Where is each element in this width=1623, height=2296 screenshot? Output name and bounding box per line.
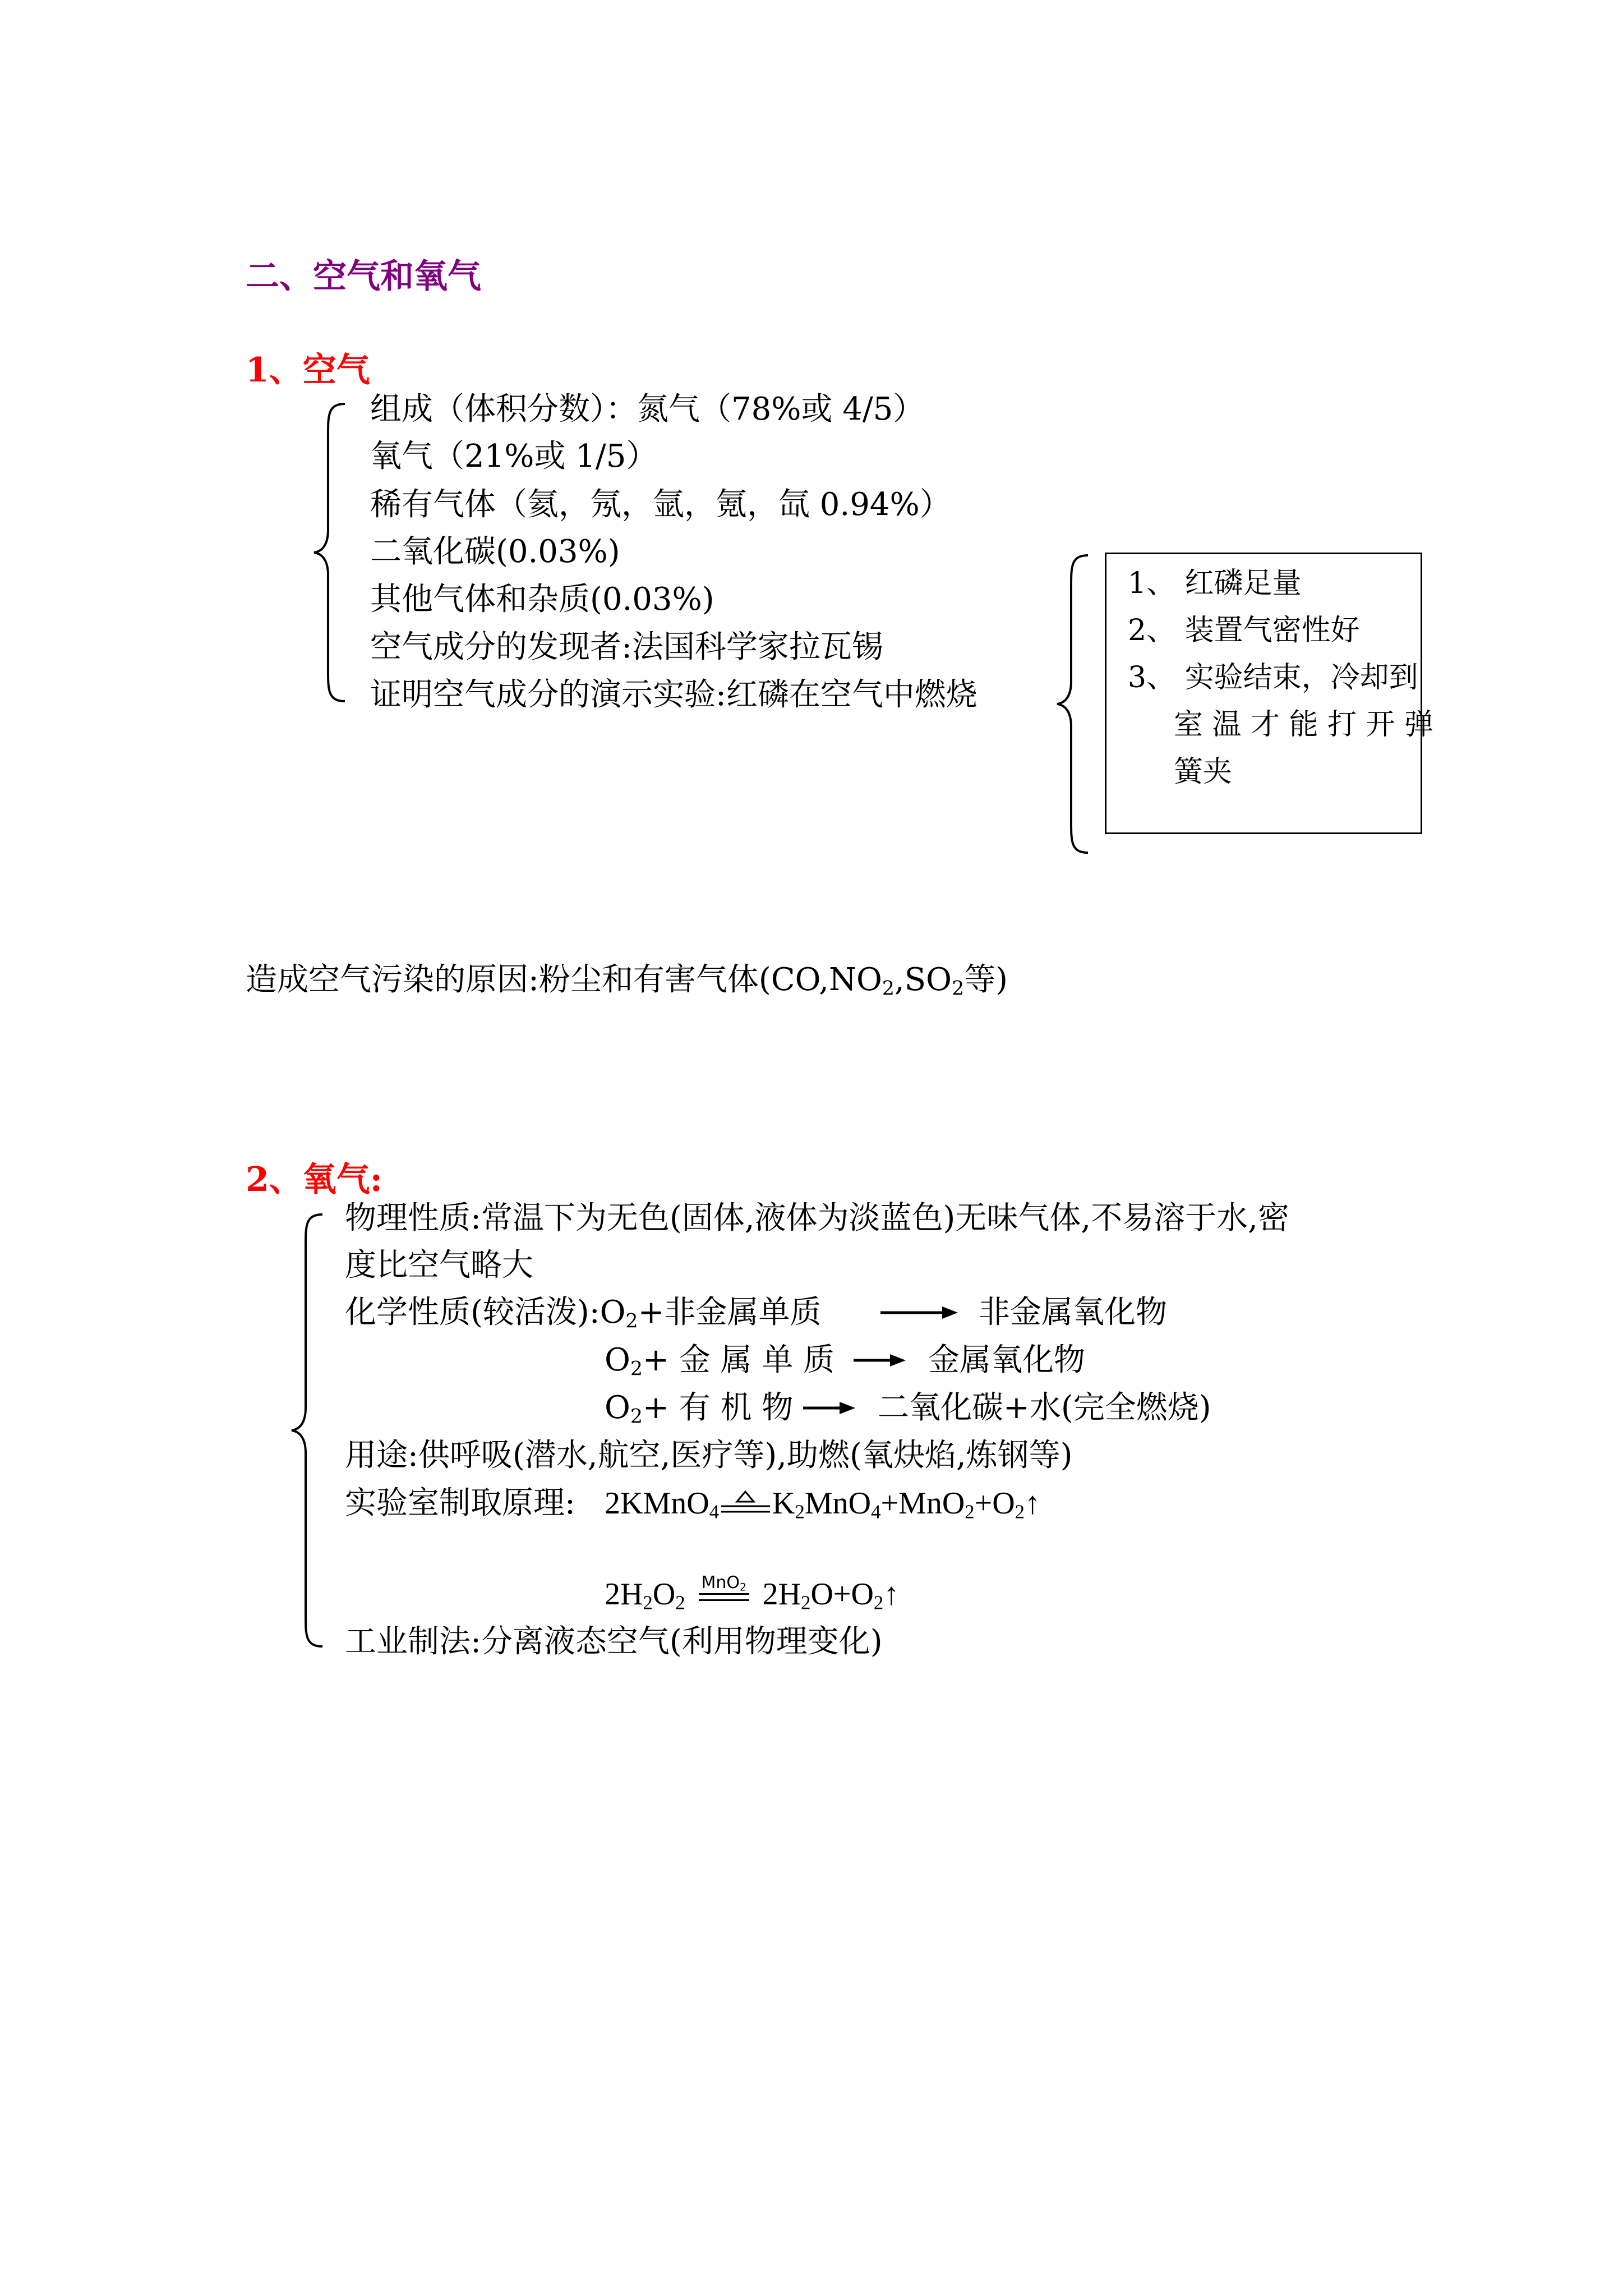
catalyst-condition [699, 1573, 749, 1612]
catalyst-text: MnO [701, 1573, 740, 1593]
eq1-b-sub: 2 [795, 1501, 805, 1523]
oxygen-uses: 用途:供呼吸(潜水,航空,医疗等),助燃(氧炔焰,炼钢等) [345, 1437, 1073, 1474]
air-line-composition: 组成（体积分数）：氮气（78%或 4/5） [370, 391, 925, 427]
r3-reactant: + 有 机 物 [643, 1389, 794, 1426]
air-line-other: 其他气体和杂质(0.03%) [370, 581, 714, 618]
pollution-prefix: 造成空气污染的原因:粉尘和有害气体(CO,NO [246, 961, 882, 998]
air-heading: 1、空气 [246, 351, 370, 390]
arrow-right-icon [880, 1304, 959, 1321]
eq2-a: 2H [605, 1577, 643, 1612]
arrow-right-icon [854, 1352, 907, 1369]
equation-h2o2 [605, 1573, 900, 1614]
eq1-e-sub: 2 [1015, 1501, 1025, 1523]
eq2-a-sub: 2 [643, 1591, 653, 1614]
eq1-f: ↑ [1025, 1486, 1041, 1521]
oxygen-heading: 2、氧气: [246, 1160, 382, 1199]
r3-sub: 2 [630, 1405, 643, 1428]
r2-product: 金属氧化物 [928, 1342, 1085, 1378]
heat-triangle-icon [719, 1489, 772, 1523]
notes-box [1105, 553, 1434, 834]
arrow-right-icon [803, 1400, 856, 1416]
r3-product: 二氧化碳+水(完全燃烧) [878, 1389, 1211, 1426]
eq1-d: +MnO [880, 1486, 965, 1521]
eq1-a-sub: 4 [709, 1501, 720, 1523]
eq2-c-sub: 2 [801, 1591, 811, 1614]
eq2-d-sub: 2 [873, 1591, 884, 1614]
oxygen-chem-r3 [605, 1390, 793, 1426]
pollution-sub1: 2 [882, 977, 895, 1000]
oxygen-chem-r2 [605, 1342, 835, 1381]
oxygen-industry: 工业制法:分离液态空气(利用物理变化) [345, 1623, 883, 1660]
eq2-e: ↑ [883, 1577, 900, 1612]
eq2-c: 2H [762, 1577, 801, 1612]
catalyst-label [701, 1565, 746, 1601]
catalyst-sub: 2 [739, 1581, 746, 1594]
eq1-c: MnO [804, 1486, 872, 1521]
eq1-c-sub: 4 [871, 1501, 881, 1523]
heat-condition [719, 1485, 772, 1523]
eq1-a: 2KMnO [605, 1486, 709, 1521]
air-line-discoverer: 空气成分的发现者:法国科学家拉瓦锡 [370, 629, 883, 665]
note-2: 2、 装置气密性好 [1128, 614, 1360, 647]
eq1-e: +O [974, 1486, 1015, 1521]
notes-brace-icon [1054, 553, 1094, 855]
r2-o: O [605, 1342, 630, 1378]
r3-o: O [605, 1389, 630, 1426]
r2-sub: 2 [630, 1358, 643, 1381]
r2-reactant: + 金 属 单 质 [643, 1342, 835, 1378]
pollution-suffix: 等) [964, 961, 1008, 998]
air-line-experiment: 证明空气成分的演示实验:红磷在空气中燃烧 [370, 677, 978, 713]
note-3-end: 簧夹 [1174, 755, 1233, 789]
air-brace-icon [311, 401, 351, 704]
note-1: 1、 红磷足量 [1128, 567, 1302, 600]
lab-label: 实验室制取原理: [345, 1485, 575, 1521]
air-line-co2: 二氧化碳(0.03%) [370, 533, 620, 570]
note-3-cont: 室 温 才 能 打 开 弹 [1174, 708, 1434, 742]
oxygen-brace-icon [289, 1212, 328, 1649]
eq1-d-sub: 2 [965, 1501, 975, 1523]
section-heading: 二、空气和氧气 [246, 257, 481, 296]
oxygen-physical-1: 物理性质:常温下为无色(固体,液体为淡蓝色)无味气体,不易溶于水,密 [345, 1200, 1289, 1236]
pollution-mid: ,SO [895, 961, 952, 998]
chem-label: 化学性质(较活泼):O [345, 1294, 626, 1331]
oxygen-physical-2: 度比空气略大 [345, 1247, 533, 1283]
chem-sub: 2 [625, 1310, 638, 1333]
eq2-b: O [652, 1577, 676, 1612]
pollution-sub2: 2 [952, 977, 965, 1000]
pollution-line [246, 962, 1008, 998]
air-line-oxygen: 氧气（21%或 1/5） [370, 438, 658, 475]
eq2-d: O+O [810, 1577, 874, 1612]
eq2-b-sub: 2 [675, 1591, 685, 1614]
air-line-noble-gases: 稀有气体（氦，氖，氩，氪，氙 0.94%） [370, 486, 951, 523]
r1-product: 非金属氧化物 [979, 1294, 1167, 1331]
eq1-b: K [772, 1486, 795, 1521]
note-3: 3、 实验结束，冷却到 [1128, 661, 1418, 694]
equation-kmno4 [605, 1485, 1040, 1523]
oxygen-chem-r1 [345, 1295, 822, 1331]
r1-reactant: +非金属单质 [638, 1294, 822, 1331]
